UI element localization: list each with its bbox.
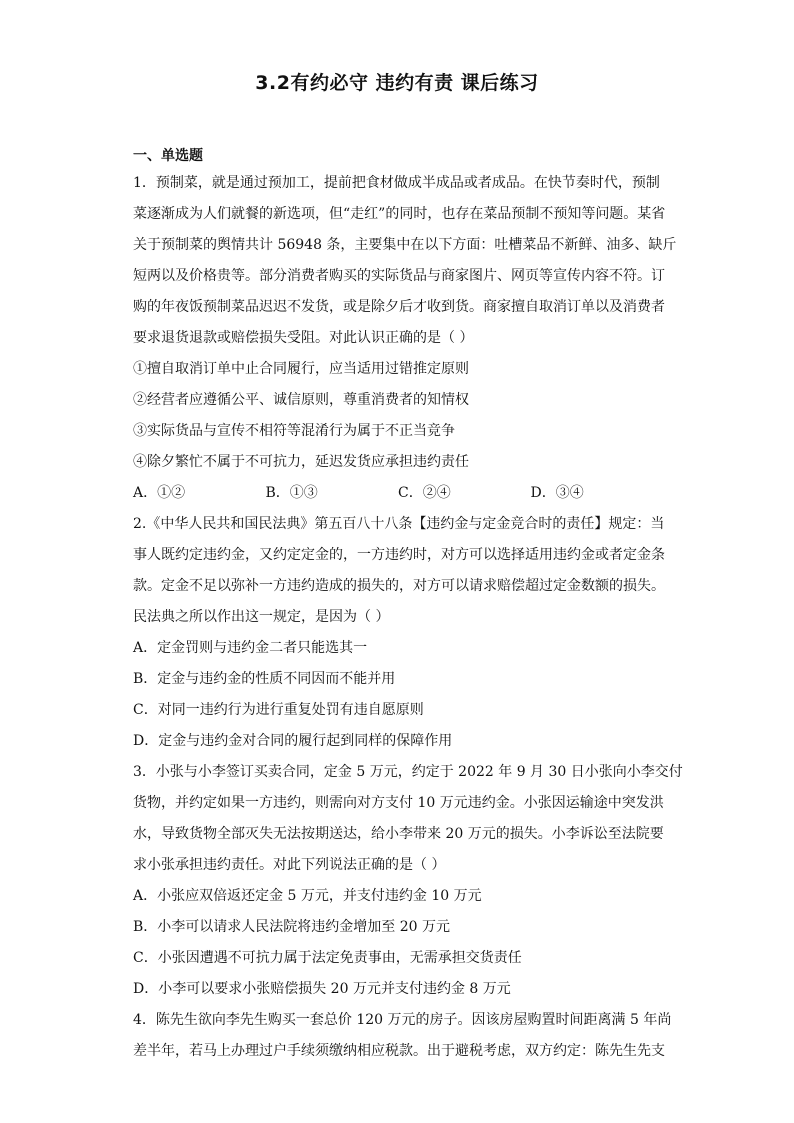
question-2-stem-line: 款。定金不足以弥补一方违约造成的损失的，对方可以请求赔偿超过定金数额的损失。 — [133, 578, 665, 594]
question-1-stem-line: 短两以及价格贵等。部分消费者购买的实际货品与商家图片、网页等宣传内容不符。订 — [133, 268, 665, 284]
question-3 — [133, 757, 683, 1005]
question-1-stem-line: 1．预制菜，就是通过预加工，提前把食材做成半成品或者成品。在快节奏时代，预制 — [133, 175, 660, 191]
section-heading: 一、单选题 — [133, 148, 203, 164]
option-a[interactable]: A．小张应双倍返还定金 5 万元，并支付违约金 10 万元 — [133, 888, 482, 904]
question-1-stem-line: 购的年夜饭预制菜品迟迟不发货，或是除夕后才收到货。商家擅自取消订单以及消费者 — [133, 299, 665, 315]
question-3-stem-line: 水，导致货物全部灭失无法按期送达，给小李带来 20 万元的损失。小李诉讼至法院要 — [133, 826, 664, 842]
question-list — [133, 168, 683, 1067]
option-b[interactable]: B．①③ — [265, 485, 318, 501]
option-d[interactable]: D．③④ — [530, 485, 584, 501]
question-4-stem-line: 差半年，若马上办理过户手续须缴纳相应税款。出于避税考虑，双方约定：陈先生先支 — [133, 1043, 665, 1059]
question-1-statement: ②经营者应遵循公平、诚信原则，尊重消费者的知情权 — [133, 392, 469, 408]
question-1-statement: ③实际货品与宣传不相符等混淆行为属于不正当竞争 — [133, 423, 455, 439]
option-c[interactable]: C．对同一违约行为进行重复处罚有违自愿原则 — [133, 702, 424, 718]
option-a[interactable]: A．①② — [133, 485, 186, 501]
option-b[interactable]: B．小李可以请求人民法院将违约金增加至 20 万元 — [133, 919, 451, 935]
option-d[interactable]: D．小李可以要求小张赔偿损失 20 万元并支付违约金 8 万元 — [133, 981, 511, 997]
question-3-stem-line: 货物，并约定如果一方违约，则需向对方支付 10 万元违约金。小张因运输途中突发洪 — [133, 795, 664, 811]
question-1-stem-line: 菜逐渐成为人们就餐的新选项，但“走红”的同时，也存在菜品预制不预知等问题。某省 — [133, 206, 666, 222]
question-3-stem-line: 3．小张与小李签订买卖合同，定金 5 万元，约定于 2022 年 9 月 30 日小张向小李交付 — [133, 764, 683, 780]
option-c[interactable]: C．②④ — [398, 485, 451, 501]
question-1-stem-line: 关于预制菜的舆情共计 56948 条，主要集中在以下方面：吐槽菜品不新鲜、油多、缺斤 — [133, 237, 677, 253]
question-1-statement: ①擅自取消订单中止合同履行，应当适用过错推定原则 — [133, 361, 469, 377]
question-4 — [133, 1005, 672, 1067]
option-b[interactable]: B．定金与违约金的性质不同因而不能并用 — [133, 671, 396, 687]
option-a[interactable]: A．定金罚则与违约金二者只能选其一 — [133, 640, 368, 656]
question-4-stem-line: 4．陈先生欲向李先生购买一套总价 120 万元的房子。因该房屋购置时间距离满 5 年尚 — [133, 1012, 672, 1028]
question-2-stem-line: 事人既约定违约金，又约定定金的，一方违约时，对方可以选择适用违约金或者定金条 — [133, 547, 665, 563]
question-1-statement: ④除夕繁忙不属于不可抗力，延迟发货应承担违约责任 — [133, 454, 469, 470]
question-2-stem-line: 2.《中华人民共和国民法典》第五百八十八条【违约金与定金竞合时的责任】规定：当 — [133, 516, 665, 532]
page-title: 3.2有约必守 违约有责 课后练习 — [255, 72, 539, 94]
question-1 — [133, 168, 677, 509]
option-d[interactable]: D．定金与违约金对合同的履行起到同样的保障作用 — [133, 733, 453, 749]
question-3-stem-line: 求小张承担违约责任。对此下列说法正确的是（ ） — [133, 857, 446, 873]
option-c[interactable]: C．小张因遭遇不可抗力属于法定免责事由，无需承担交货责任 — [133, 950, 522, 966]
question-2-stem-line: 民法典之所以作出这一规定，是因为（ ） — [133, 609, 390, 625]
question-2 — [133, 509, 663, 757]
question-1-options — [133, 478, 663, 509]
question-1-stem-line: 要求退货退款或赔偿损失受阻。对此认识正确的是（ ） — [133, 330, 474, 346]
